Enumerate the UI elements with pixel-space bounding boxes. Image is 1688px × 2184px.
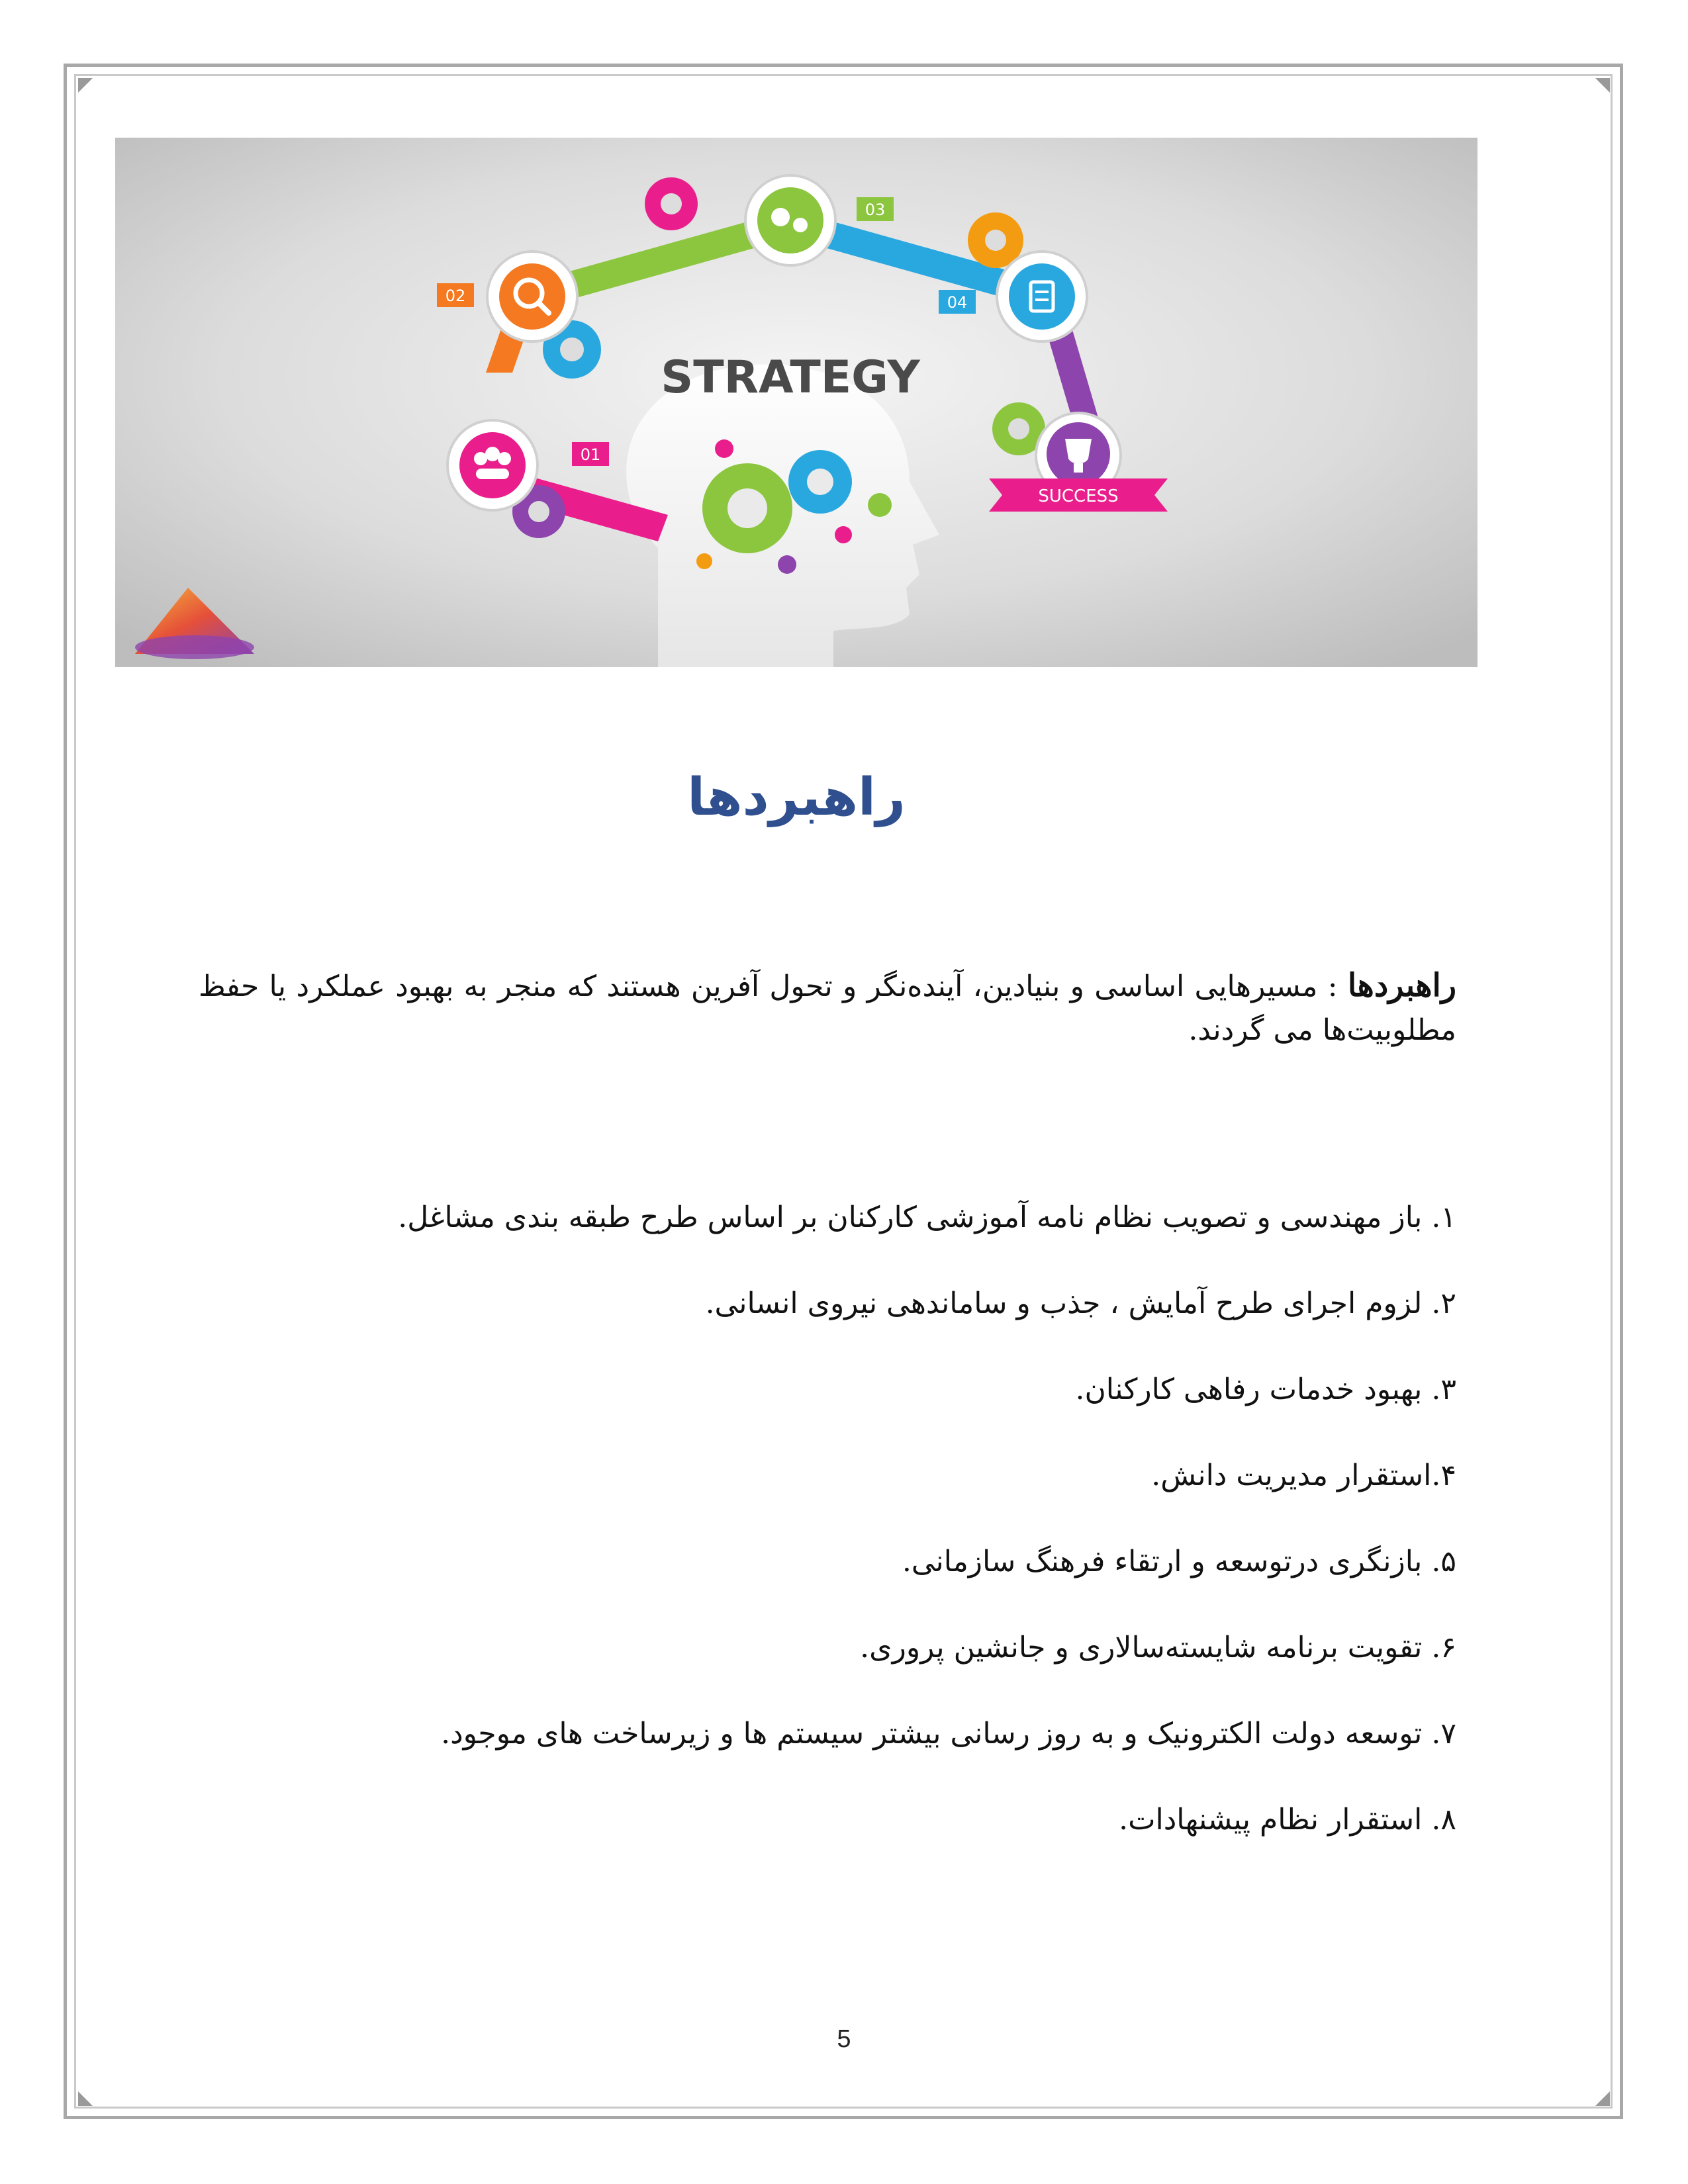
banner-title: STRATEGY bbox=[661, 351, 920, 404]
frame-corner-ornament bbox=[78, 2091, 93, 2106]
page-number: 5 bbox=[837, 2025, 851, 2053]
gears-icon bbox=[771, 208, 790, 226]
svg-text:02: 02 bbox=[445, 287, 466, 305]
strategy-item: ۶. تقویت برنامه شایسته‌سالاری و جانشین پروری. bbox=[860, 1631, 1456, 1664]
strategy-item: ۴.استقرار مدیریت دانش. bbox=[1151, 1459, 1456, 1492]
definition-separator: : bbox=[1317, 970, 1348, 1003]
svg-text:04: 04 bbox=[947, 293, 968, 312]
definition-text: مسیرهایی اساسی و بنیادین، آینده‌نگر و تحول آفرین هستند که منجر به بهبود عملکرد یا حفظ مطلوبیت‌ها می گردند. bbox=[199, 970, 1456, 1047]
frame-corner-ornament bbox=[1595, 2091, 1610, 2106]
page-title: راهبردها bbox=[687, 768, 906, 827]
strategy-item: ۵. بازنگری درتوسعه و ارتقاء فرهنگ سازمانی. bbox=[902, 1545, 1456, 1578]
strategy-item: ۲. لزوم اجرای طرح آمایش ، جذب و ساماندهی نیروی انسانی. bbox=[705, 1287, 1456, 1320]
svg-text:03: 03 bbox=[865, 201, 886, 219]
gear-green-icon bbox=[702, 463, 792, 553]
strategy-item: ۷. توسعه دولت الکترونیک و به روز رسانی بیشتر سیستم ها و زیرساخت های موجود. bbox=[441, 1717, 1456, 1751]
strategy-item: ۸. استقرار نظام پیشنهادات. bbox=[1119, 1803, 1456, 1837]
frame-corner-ornament bbox=[1595, 78, 1610, 93]
strategy-item: ۱. باز مهندسی و تصویب نظام نامه آموزشی کارکنان بر اساس طرح طبقه بندی مشاغل. bbox=[398, 1201, 1456, 1234]
svg-text:01: 01 bbox=[580, 445, 601, 464]
frame-corner-ornament bbox=[78, 78, 93, 93]
gear-small-icon bbox=[778, 555, 796, 574]
gear-small-icon bbox=[696, 553, 712, 569]
gear-small-icon bbox=[715, 439, 733, 458]
strategy-item: ۳. بهبود خدمات رفاهی کارکنان. bbox=[1075, 1373, 1456, 1406]
definition-term: راهبردها bbox=[1347, 967, 1457, 1004]
strategy-list bbox=[199, 1198, 1456, 1886]
gear-small-icon bbox=[835, 526, 852, 543]
definition-paragraph bbox=[199, 963, 1456, 1051]
svg-text:SUCCESS: SUCCESS bbox=[1038, 486, 1119, 506]
gear-small-icon bbox=[868, 493, 892, 517]
strategy-banner-image bbox=[115, 138, 1477, 667]
gear-blue-icon bbox=[788, 450, 852, 514]
